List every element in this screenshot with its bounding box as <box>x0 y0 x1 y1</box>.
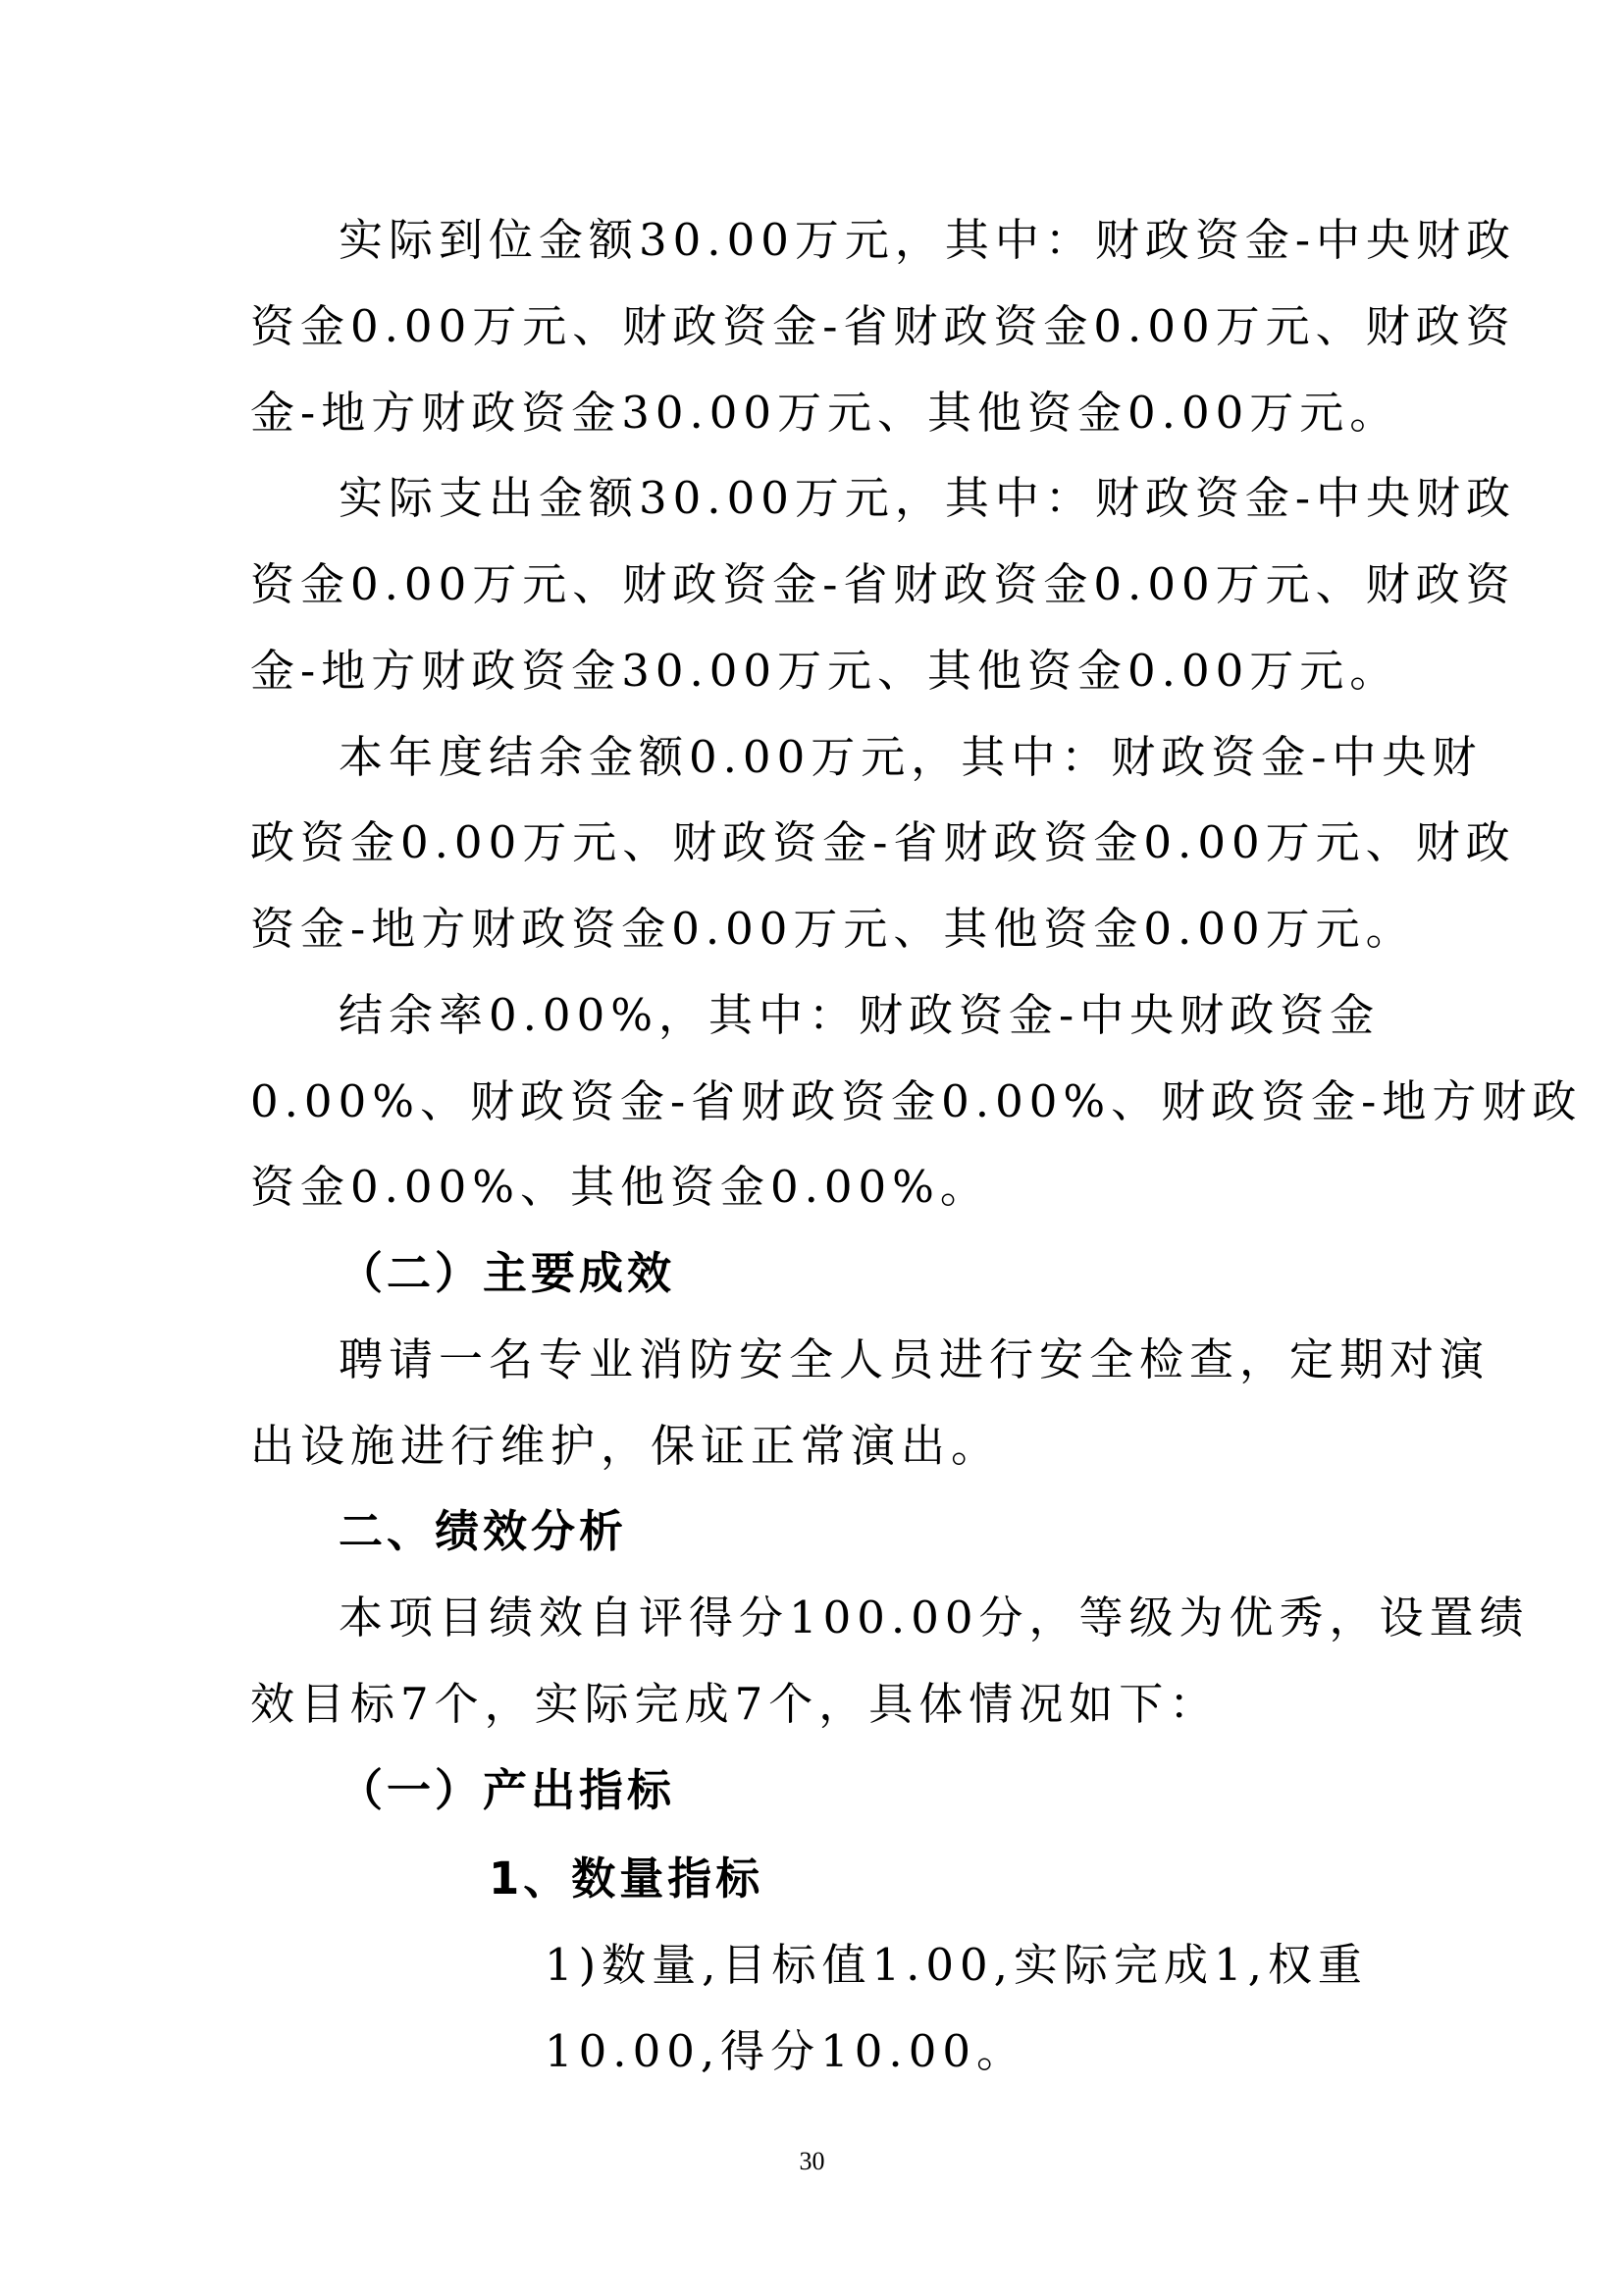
paragraph-3-line-1: 本年度结余金额0.00万元，其中：财政资金-中央财 <box>339 731 1483 783</box>
paragraph-1-line-1: 实际到位金额30.00万元，其中：财政资金-中央财政 <box>339 214 1517 266</box>
section-heading-output-indicators: （一）产出指标 <box>339 1764 676 1816</box>
paragraph-4-line-1: 结余率0.00%，其中：财政资金-中央财政资金 <box>339 989 1381 1041</box>
paragraph-1-line-3: 金-地方财政资金30.00万元、其他资金0.00万元。 <box>250 387 1400 439</box>
paragraph-6-line-1: 本项目绩效自评得分100.00分，等级为优秀，设置绩 <box>339 1592 1530 1644</box>
paragraph-2-line-1: 实际支出金额30.00万元，其中：财政资金-中央财政 <box>339 472 1517 524</box>
section-heading-performance-analysis: 二、绩效分析 <box>339 1505 628 1557</box>
paragraph-7-line-2: 10.00,得分10.00。 <box>545 2025 1026 2077</box>
paragraph-6-line-2: 效目标7个，实际完成7个，具体情况如下： <box>250 1678 1220 1730</box>
section-heading-quantity-indicators: 1、数量指标 <box>489 1852 764 1905</box>
paragraph-2-line-3: 金-地方财政资金30.00万元、其他资金0.00万元。 <box>250 645 1400 697</box>
page-number: 30 <box>799 2147 825 2175</box>
paragraph-1-line-2: 资金0.00万元、财政资金-省财政资金0.00万元、财政资 <box>250 300 1516 352</box>
paragraph-5-line-2: 出设施进行维护，保证正常演出。 <box>250 1420 1002 1472</box>
paragraph-4-line-3: 资金0.00%、其他资金0.00%。 <box>250 1161 990 1213</box>
paragraph-4-line-2: 0.00%、财政资金-省财政资金0.00%、财政资金-地方财政 <box>250 1075 1583 1127</box>
paragraph-3-line-3: 资金-地方财政资金0.00万元、其他资金0.00万元。 <box>250 903 1416 955</box>
paragraph-7-line-1: 1)数量,目标值1.00,实际完成1,权重 <box>545 1939 1368 1991</box>
paragraph-5-line-1: 聘请一名专业消防安全人员进行安全检查，定期对演 <box>339 1333 1491 1385</box>
paragraph-3-line-2: 政资金0.00万元、财政资金-省财政资金0.00万元、财政 <box>250 816 1516 868</box>
section-heading-main-results: （二）主要成效 <box>339 1247 676 1299</box>
paragraph-2-line-2: 资金0.00万元、财政资金-省财政资金0.00万元、财政资 <box>250 558 1516 610</box>
